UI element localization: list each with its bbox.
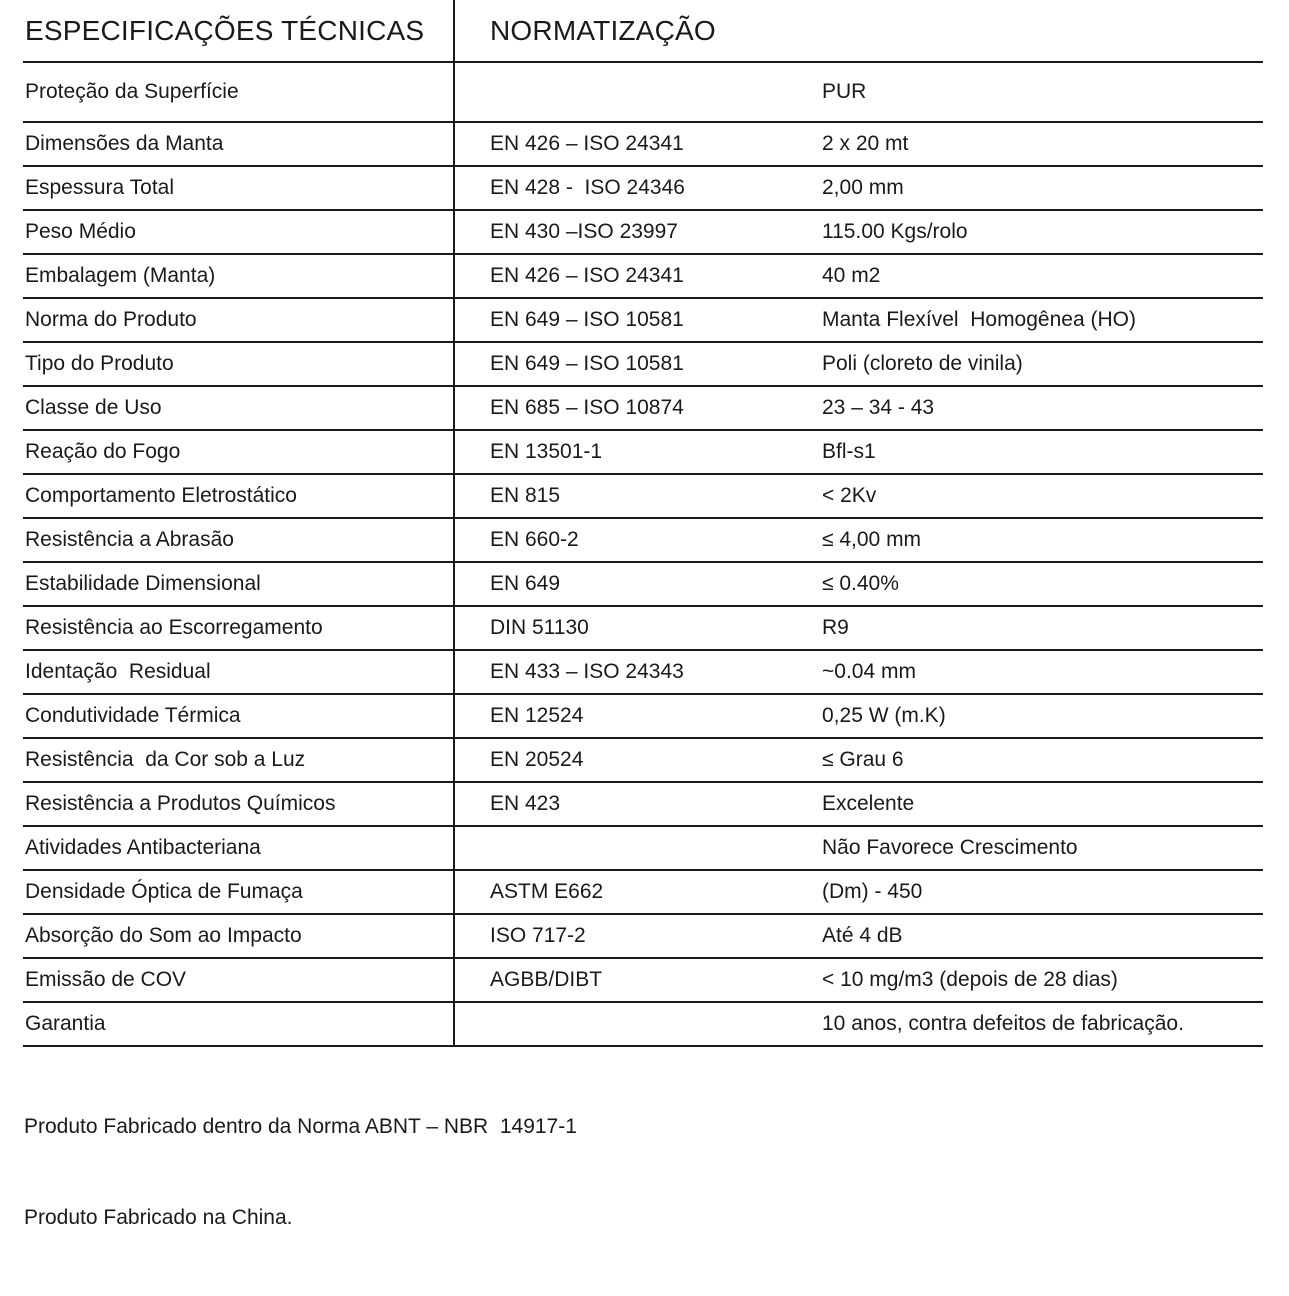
spec-value-cell: Excelente — [822, 792, 915, 815]
norm-code-cell — [455, 63, 822, 121]
norm-code-cell: ASTM E662 — [490, 880, 604, 903]
spec-value-cell: Não Favorece Crescimento — [822, 836, 1078, 859]
norm-code-cell: EN 649 – ISO 10581 — [490, 308, 684, 331]
spec-value-cell: ≤ Grau 6 — [822, 748, 904, 771]
spec-label-cell: Estabilidade Dimensional — [23, 563, 455, 605]
spec-value-cell: 115.00 Kgs/rolo — [822, 220, 968, 243]
norms-header-title: NORMATIZAÇÃO — [490, 14, 716, 46]
spec-value-cell: Bfl-s1 — [822, 440, 876, 463]
table-row — [23, 519, 1263, 563]
spec-value-cell: 2 x 20 mt — [822, 132, 909, 155]
spec-value-cell: 10 anos, contra defeitos de fabricação. — [822, 1012, 1184, 1035]
norm-code-cell: EN 426 – ISO 24341 — [490, 132, 684, 155]
spec-label-cell: Norma do Produto — [23, 299, 455, 341]
spec-label-cell: Resistência da Cor sob a Luz — [23, 739, 455, 781]
spec-table — [23, 0, 1263, 1047]
table-row — [23, 211, 1263, 255]
norm-code-cell: EN 660-2 — [490, 528, 579, 551]
spec-label-cell: Condutividade Térmica — [23, 695, 455, 737]
table-row — [23, 871, 1263, 915]
spec-value-cell: (Dm) - 450 — [822, 880, 923, 903]
spec-value-cell: Até 4 dB — [822, 924, 903, 947]
footer-note-origin: Produto Fabricado na China. — [24, 1206, 293, 1229]
table-row — [23, 959, 1263, 1003]
spec-label-cell: Identação Residual — [23, 651, 455, 693]
norm-code-cell: DIN 51130 — [490, 616, 589, 639]
spec-value-cell: ≤ 0.40% — [822, 572, 899, 595]
norm-code-cell: EN 649 — [490, 572, 561, 595]
spec-value-cell: < 10 mg/m3 (depois de 28 dias) — [822, 968, 1118, 991]
norm-code-cell — [455, 1003, 822, 1045]
spec-label-cell: Espessura Total — [23, 167, 455, 209]
table-row — [23, 607, 1263, 651]
spec-value-cell: 0,25 W (m.K) — [822, 704, 946, 727]
spec-value-cell: 23 – 34 - 43 — [822, 396, 935, 419]
table-row — [23, 695, 1263, 739]
table-header-row — [23, 0, 1263, 63]
spec-label-cell: Absorção do Som ao Impacto — [23, 915, 455, 957]
spec-label-cell: Resistência ao Escorregamento — [23, 607, 455, 649]
table-row — [23, 431, 1263, 475]
spec-label-cell: Proteção da Superfície — [23, 63, 455, 121]
norm-code-cell — [455, 827, 822, 869]
specs-header-title: ESPECIFICAÇÕES TÉCNICAS — [23, 0, 455, 61]
table-row — [23, 827, 1263, 871]
spec-label-cell: Classe de Uso — [23, 387, 455, 429]
spec-label-cell: Resistência a Abrasão — [23, 519, 455, 561]
spec-label-cell: Emissão de COV — [23, 959, 455, 1001]
table-row — [23, 475, 1263, 519]
header-spacer — [822, 0, 1263, 61]
footer-note-abnt: Produto Fabricado dentro da Norma ABNT – NBR 14917-1 — [24, 1115, 577, 1138]
spec-label-cell: Atividades Antibacteriana — [23, 827, 455, 869]
table-row — [23, 123, 1263, 167]
spec-value-cell: < 2Kv — [822, 484, 877, 507]
spec-value-cell: ~0.04 mm — [822, 660, 916, 683]
spec-label-cell: Comportamento Eletrostático — [23, 475, 455, 517]
norm-code-cell: AGBB/DIBT — [490, 968, 603, 991]
spec-value-cell: 40 m2 — [822, 264, 881, 287]
spec-label-cell: Dimensões da Manta — [23, 123, 455, 165]
spec-value-cell: PUR — [822, 80, 867, 103]
table-row — [23, 651, 1263, 695]
spec-value-cell: R9 — [822, 616, 849, 639]
table-row — [23, 387, 1263, 431]
spec-label-cell: Garantia — [23, 1003, 455, 1045]
table-row — [23, 915, 1263, 959]
table-row — [23, 739, 1263, 783]
table-row — [23, 255, 1263, 299]
spec-value-cell: 2,00 mm — [822, 176, 904, 199]
table-row — [23, 783, 1263, 827]
norm-code-cell: EN 423 — [490, 792, 561, 815]
table-row — [23, 563, 1263, 607]
norm-code-cell: EN 13501-1 — [490, 440, 603, 463]
table-row — [23, 167, 1263, 211]
table-row — [23, 63, 1263, 123]
spec-label-cell: Peso Médio — [23, 211, 455, 253]
norm-code-cell: EN 649 – ISO 10581 — [490, 352, 684, 375]
norm-code-cell: EN 426 – ISO 24341 — [490, 264, 684, 287]
table-row — [23, 299, 1263, 343]
spec-label-cell: Reação do Fogo — [23, 431, 455, 473]
table-body — [23, 63, 1263, 1047]
spec-label-cell: Embalagem (Manta) — [23, 255, 455, 297]
table-row — [23, 1003, 1263, 1047]
norm-code-cell: EN 433 – ISO 24343 — [490, 660, 684, 683]
norm-code-cell: EN 815 — [490, 484, 561, 507]
spec-label-cell: Densidade Óptica de Fumaça — [23, 871, 455, 913]
spec-value-cell: Poli (cloreto de vinila) — [822, 352, 1023, 375]
table-row — [23, 343, 1263, 387]
norm-code-cell: EN 430 –ISO 23997 — [490, 220, 678, 243]
norm-code-cell: EN 685 – ISO 10874 — [490, 396, 684, 419]
norm-code-cell: EN 12524 — [490, 704, 584, 727]
spec-label-cell: Tipo do Produto — [23, 343, 455, 385]
spec-value-cell: Manta Flexível Homogênea (HO) — [822, 308, 1136, 331]
norm-code-cell: EN 428 - ISO 24346 — [490, 176, 685, 199]
footer-notes — [24, 1066, 577, 1296]
spec-label-cell: Resistência a Produtos Químicos — [23, 783, 455, 825]
spec-value-cell: ≤ 4,00 mm — [822, 528, 922, 551]
norm-code-cell: ISO 717-2 — [490, 924, 586, 947]
norm-code-cell: EN 20524 — [490, 748, 584, 771]
